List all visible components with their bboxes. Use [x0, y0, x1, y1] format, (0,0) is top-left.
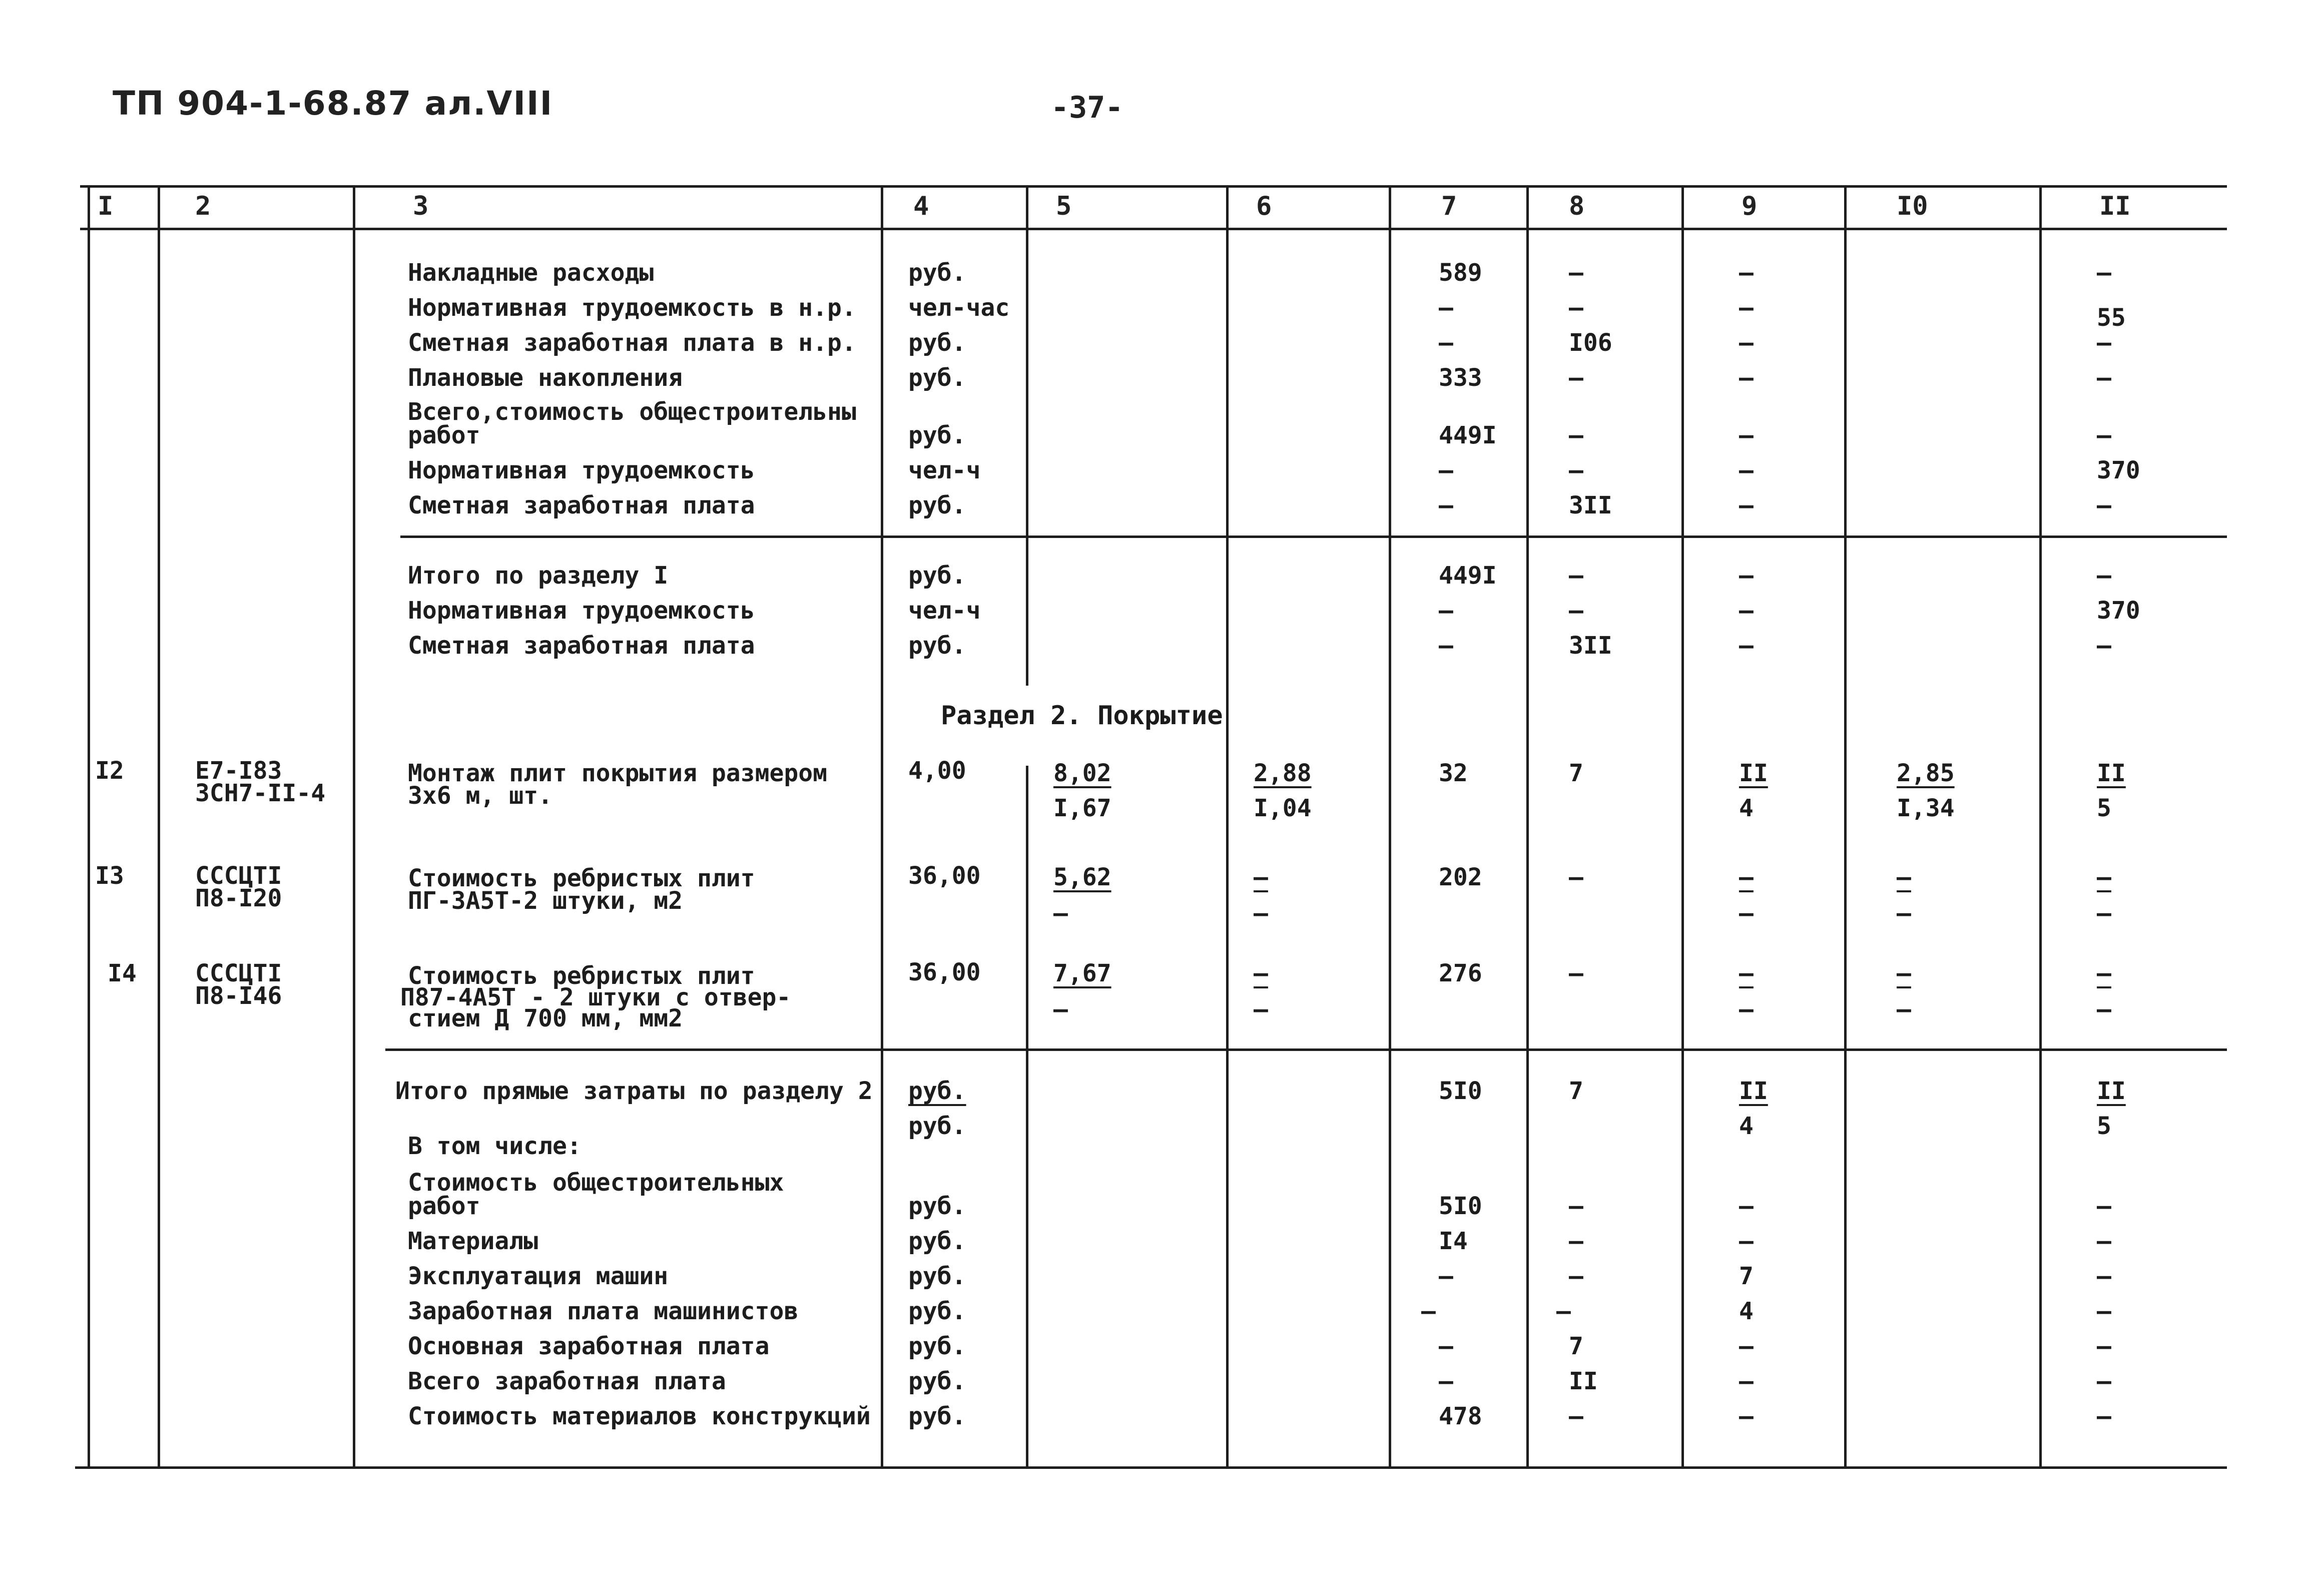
row-unit: чел-ч	[908, 597, 981, 625]
row-c7: 5I0	[1439, 1192, 1482, 1220]
row-c9: –	[1739, 1332, 1754, 1360]
row-c7: 589	[1439, 259, 1482, 287]
row-c7: –	[1439, 456, 1453, 484]
item-quantity: 36,00	[908, 862, 981, 890]
item-c8: –	[1569, 959, 1583, 987]
row-c9: –	[1739, 632, 1754, 660]
item-c10-bottom: I,34	[1897, 794, 1955, 822]
col-divider-10	[1844, 185, 1847, 1466]
row-name: Сметная заработная плата в н.р.	[408, 329, 856, 357]
row-c8: II	[1569, 1367, 1598, 1395]
row-name: Заработная плата машинистов	[408, 1297, 799, 1325]
row-c8: –	[1569, 259, 1583, 287]
row-c7: –	[1439, 1367, 1453, 1395]
row-name: Всего заработная плата	[408, 1367, 726, 1395]
row-name: Нормативная трудоемкость	[408, 597, 755, 625]
row-unit: руб.	[908, 1227, 966, 1255]
row-unit: руб.	[908, 364, 966, 392]
row-c8: –	[1569, 294, 1583, 322]
row-unit: руб.	[908, 491, 966, 519]
item-c11-top: –	[2097, 959, 2111, 987]
item-code: Е7-I83	[195, 757, 282, 785]
item-c9-bottom: –	[1739, 899, 1754, 927]
item-c9-bottom: 4	[1739, 794, 1754, 822]
row-c11: –	[2097, 421, 2111, 449]
row-c9: –	[1739, 421, 1754, 449]
item-c9-top: II	[1739, 759, 1768, 787]
row-c7: –	[1439, 1332, 1453, 1360]
row-c8: 7	[1569, 1332, 1583, 1360]
row-c9: –	[1739, 294, 1754, 322]
item-name-cont: ПГ-3А5Т-2 штуки, м2	[408, 887, 683, 915]
total-c11-top: II	[2097, 1077, 2126, 1105]
row-c11: –	[2097, 364, 2111, 392]
item-code: СССЦТI	[195, 862, 282, 890]
col-divider-9	[1681, 185, 1684, 1466]
item-c8: 7	[1569, 759, 1583, 787]
total-c8: 7	[1569, 1077, 1583, 1105]
row-c7: –	[1439, 1262, 1453, 1290]
row-c11: –	[2097, 329, 2111, 357]
block2-separator	[385, 1048, 2227, 1051]
col-header-2: 2	[195, 191, 211, 221]
col-divider-2	[158, 185, 160, 1466]
row-name: работ	[408, 421, 480, 449]
row-c7: 333	[1439, 364, 1482, 392]
row-c8: –	[1569, 1262, 1583, 1290]
row-name: Сметная заработная плата	[408, 632, 755, 660]
item-code: СССЦТI	[195, 959, 282, 987]
row-c8: –	[1569, 364, 1583, 392]
row-unit: руб.	[908, 259, 966, 287]
row-unit: чел-час	[908, 294, 1010, 322]
item-c6-top: –	[1254, 863, 1268, 891]
item-c10-top: –	[1897, 959, 1911, 987]
row-c9: 7	[1739, 1262, 1754, 1290]
row-c9: 4	[1739, 1297, 1754, 1325]
item-c5-top: 5,62	[1053, 863, 1111, 891]
item-c5-bottom: I,67	[1053, 794, 1111, 822]
item-c7: 32	[1439, 759, 1468, 787]
item-c5-top: 7,67	[1053, 959, 1111, 987]
row-unit: чел-ч	[908, 456, 981, 484]
row-c11: –	[2097, 491, 2111, 519]
item-name-cont: П87-4А5Т - 2 штуки с отвер-	[400, 983, 791, 1011]
row-c11: –	[2097, 259, 2111, 287]
row-c11: –	[2097, 1297, 2111, 1325]
item-quantity: 36,00	[908, 958, 981, 986]
row-c11: 370	[2097, 597, 2140, 625]
item-c5-bottom: –	[1053, 995, 1068, 1023]
row-c8: –	[1569, 456, 1583, 484]
block1-separator	[400, 536, 2227, 538]
row-c8: –	[1569, 597, 1583, 625]
row-c7: –	[1439, 597, 1453, 625]
row-name: Материалы	[408, 1227, 538, 1255]
item-c7: 276	[1439, 959, 1482, 987]
total-c9-top: II	[1739, 1077, 1768, 1105]
row-c9: –	[1739, 1227, 1754, 1255]
total-unit-bottom: руб.	[908, 1112, 966, 1140]
item-code-secondary: П8-I20	[195, 884, 282, 912]
row-c7: –	[1421, 1297, 1436, 1325]
row-c9: –	[1739, 456, 1754, 484]
total-unit-top: руб.	[908, 1077, 966, 1105]
item-c11-bottom: 5	[2097, 794, 2111, 822]
row-c9: –	[1739, 1402, 1754, 1430]
row-c7: I4	[1439, 1227, 1468, 1255]
item-c10-bottom: –	[1897, 899, 1911, 927]
col-divider-5	[1026, 185, 1028, 686]
row-name: Плановые накопления	[408, 364, 683, 392]
row-c9: –	[1739, 329, 1754, 357]
row-name: Итого по разделу I	[408, 562, 669, 590]
row-c9: –	[1739, 259, 1754, 287]
item-name-cont2: стием Д 700 мм, мм2	[408, 1004, 683, 1032]
col-header-1: I	[98, 191, 114, 221]
row-name: Нормативная трудоемкость	[408, 456, 755, 484]
col-header-3: 3	[413, 191, 429, 221]
header-bottom-border	[80, 228, 2227, 230]
section-title: Раздел 2. Покрытие	[941, 701, 1223, 731]
row-name: Стоимость материалов конструкций	[408, 1402, 871, 1430]
item-c10-top: –	[1897, 863, 1911, 891]
row-c9: –	[1739, 364, 1754, 392]
page-number: -37-	[1051, 90, 1123, 125]
item-code-secondary: 3СН7-II-4	[195, 779, 326, 807]
col-divider-5b	[1026, 766, 1028, 1466]
item-number: I4	[108, 959, 137, 987]
item-quantity: 4,00	[908, 757, 966, 785]
row-c8: –	[1569, 562, 1583, 590]
row-c7: –	[1439, 329, 1453, 357]
row-c9: –	[1739, 491, 1754, 519]
row-c11: –	[2097, 1192, 2111, 1220]
col-divider-11	[2039, 185, 2042, 1466]
total-c7: 5I0	[1439, 1077, 1482, 1105]
item-c11-top: II	[2097, 759, 2126, 787]
item-number: I2	[95, 757, 124, 785]
row-unit: руб.	[908, 1402, 966, 1430]
row-c8: 3II	[1569, 632, 1612, 660]
row-c8: –	[1569, 1192, 1583, 1220]
row-name: Всего,стоимость общестроительны	[408, 398, 856, 426]
item-c9-bottom: –	[1739, 995, 1754, 1023]
row-c11: –	[2097, 1227, 2111, 1255]
item-code-secondary: П8-I46	[195, 982, 282, 1010]
row-c7: –	[1439, 632, 1453, 660]
item-c6-bottom: –	[1254, 899, 1268, 927]
row-c9: –	[1739, 597, 1754, 625]
row-c8: I06	[1569, 329, 1612, 357]
row-name: Эксплуатация машин	[408, 1262, 669, 1290]
row-unit: руб.	[908, 329, 966, 357]
row-c8: 3II	[1569, 491, 1612, 519]
row-unit: руб.	[908, 421, 966, 449]
row-c7: 449I	[1439, 562, 1497, 590]
row-unit: руб.	[908, 1297, 966, 1325]
row-c11: –	[2097, 632, 2111, 660]
total-c9-bottom: 4	[1739, 1112, 1754, 1140]
table-top-border	[80, 185, 2227, 188]
row-c11: –	[2097, 1367, 2111, 1395]
row-c8: –	[1569, 1402, 1583, 1430]
item-c5-top: 8,02	[1053, 759, 1111, 787]
item-name: Стоимость ребристых плит	[408, 864, 755, 892]
row-c8: –	[1556, 1297, 1571, 1325]
row-c11: –	[2097, 1262, 2111, 1290]
item-c7: 202	[1439, 863, 1482, 891]
row-name: Накладные расходы	[408, 259, 654, 287]
col-divider-1	[88, 185, 90, 1466]
row-c7: –	[1439, 294, 1453, 322]
item-c11-top: –	[2097, 863, 2111, 891]
row-c7: –	[1439, 491, 1453, 519]
item-c6-top: 2,88	[1254, 759, 1312, 787]
row-c9: –	[1739, 562, 1754, 590]
row-unit: руб.	[908, 562, 966, 590]
col-header-6: 6	[1256, 191, 1272, 221]
row-name: Основная заработная плата	[408, 1332, 770, 1360]
row-c9: –	[1739, 1192, 1754, 1220]
col-header-11: II	[2099, 191, 2131, 221]
item-name-cont: 3х6 м, шт.	[408, 782, 552, 810]
row-name: Нормативная трудоемкость в н.р.	[408, 294, 856, 322]
row-c7: 449I	[1439, 421, 1497, 449]
col-header-9: 9	[1742, 191, 1758, 221]
col-header-5: 5	[1056, 191, 1072, 221]
table-bottom-border	[75, 1466, 2227, 1469]
col-divider-6	[1226, 185, 1229, 1466]
row-c9: –	[1739, 1367, 1754, 1395]
row-c11: 370	[2097, 456, 2140, 484]
row-c8: –	[1569, 1227, 1583, 1255]
row-name: работ	[408, 1192, 480, 1220]
item-c10-bottom: –	[1897, 995, 1911, 1023]
item-c5-bottom: –	[1053, 899, 1068, 927]
item-c8: –	[1569, 863, 1583, 891]
col-header-8: 8	[1569, 191, 1585, 221]
item-name: Стоимость ребристых плит	[408, 962, 755, 990]
row-unit: руб.	[908, 1332, 966, 1360]
col-header-10: I0	[1897, 191, 1928, 221]
row-c11: 55	[2097, 304, 2126, 332]
col-header-4: 4	[913, 191, 929, 221]
item-c9-top: –	[1739, 959, 1754, 987]
document-code: ТП 904-1-68.87 ал.VIII	[113, 84, 553, 123]
col-divider-8	[1526, 185, 1529, 1466]
col-divider-4	[881, 185, 883, 1466]
item-c9-top: –	[1739, 863, 1754, 891]
row-unit: руб.	[908, 632, 966, 660]
row-name: Стоимость общестроительных	[408, 1169, 784, 1197]
item-c6-top: –	[1254, 959, 1268, 987]
row-c11: –	[2097, 562, 2111, 590]
row-c8: –	[1569, 421, 1583, 449]
item-c6-bottom: I,04	[1254, 794, 1312, 822]
row-name: Сметная заработная плата	[408, 491, 755, 519]
item-c10-top: 2,85	[1897, 759, 1955, 787]
row-c11: –	[2097, 1402, 2111, 1430]
col-divider-7	[1389, 185, 1391, 1466]
col-header-7: 7	[1441, 191, 1457, 221]
total-label: Итого прямые затраты по разделу 2	[395, 1077, 873, 1105]
item-c11-bottom: –	[2097, 995, 2111, 1023]
row-unit: руб.	[908, 1367, 966, 1395]
total-c11-bottom: 5	[2097, 1112, 2111, 1140]
item-c6-bottom: –	[1254, 995, 1268, 1023]
row-unit: руб.	[908, 1262, 966, 1290]
item-name: Монтаж плит покрытия размером	[408, 759, 828, 787]
row-c11: –	[2097, 1332, 2111, 1360]
item-c11-bottom: –	[2097, 899, 2111, 927]
item-number: I3	[95, 862, 124, 890]
row-c7: 478	[1439, 1402, 1482, 1430]
col-divider-3	[353, 185, 355, 1466]
including-label: В том числе:	[408, 1132, 582, 1160]
row-unit: руб.	[908, 1192, 966, 1220]
